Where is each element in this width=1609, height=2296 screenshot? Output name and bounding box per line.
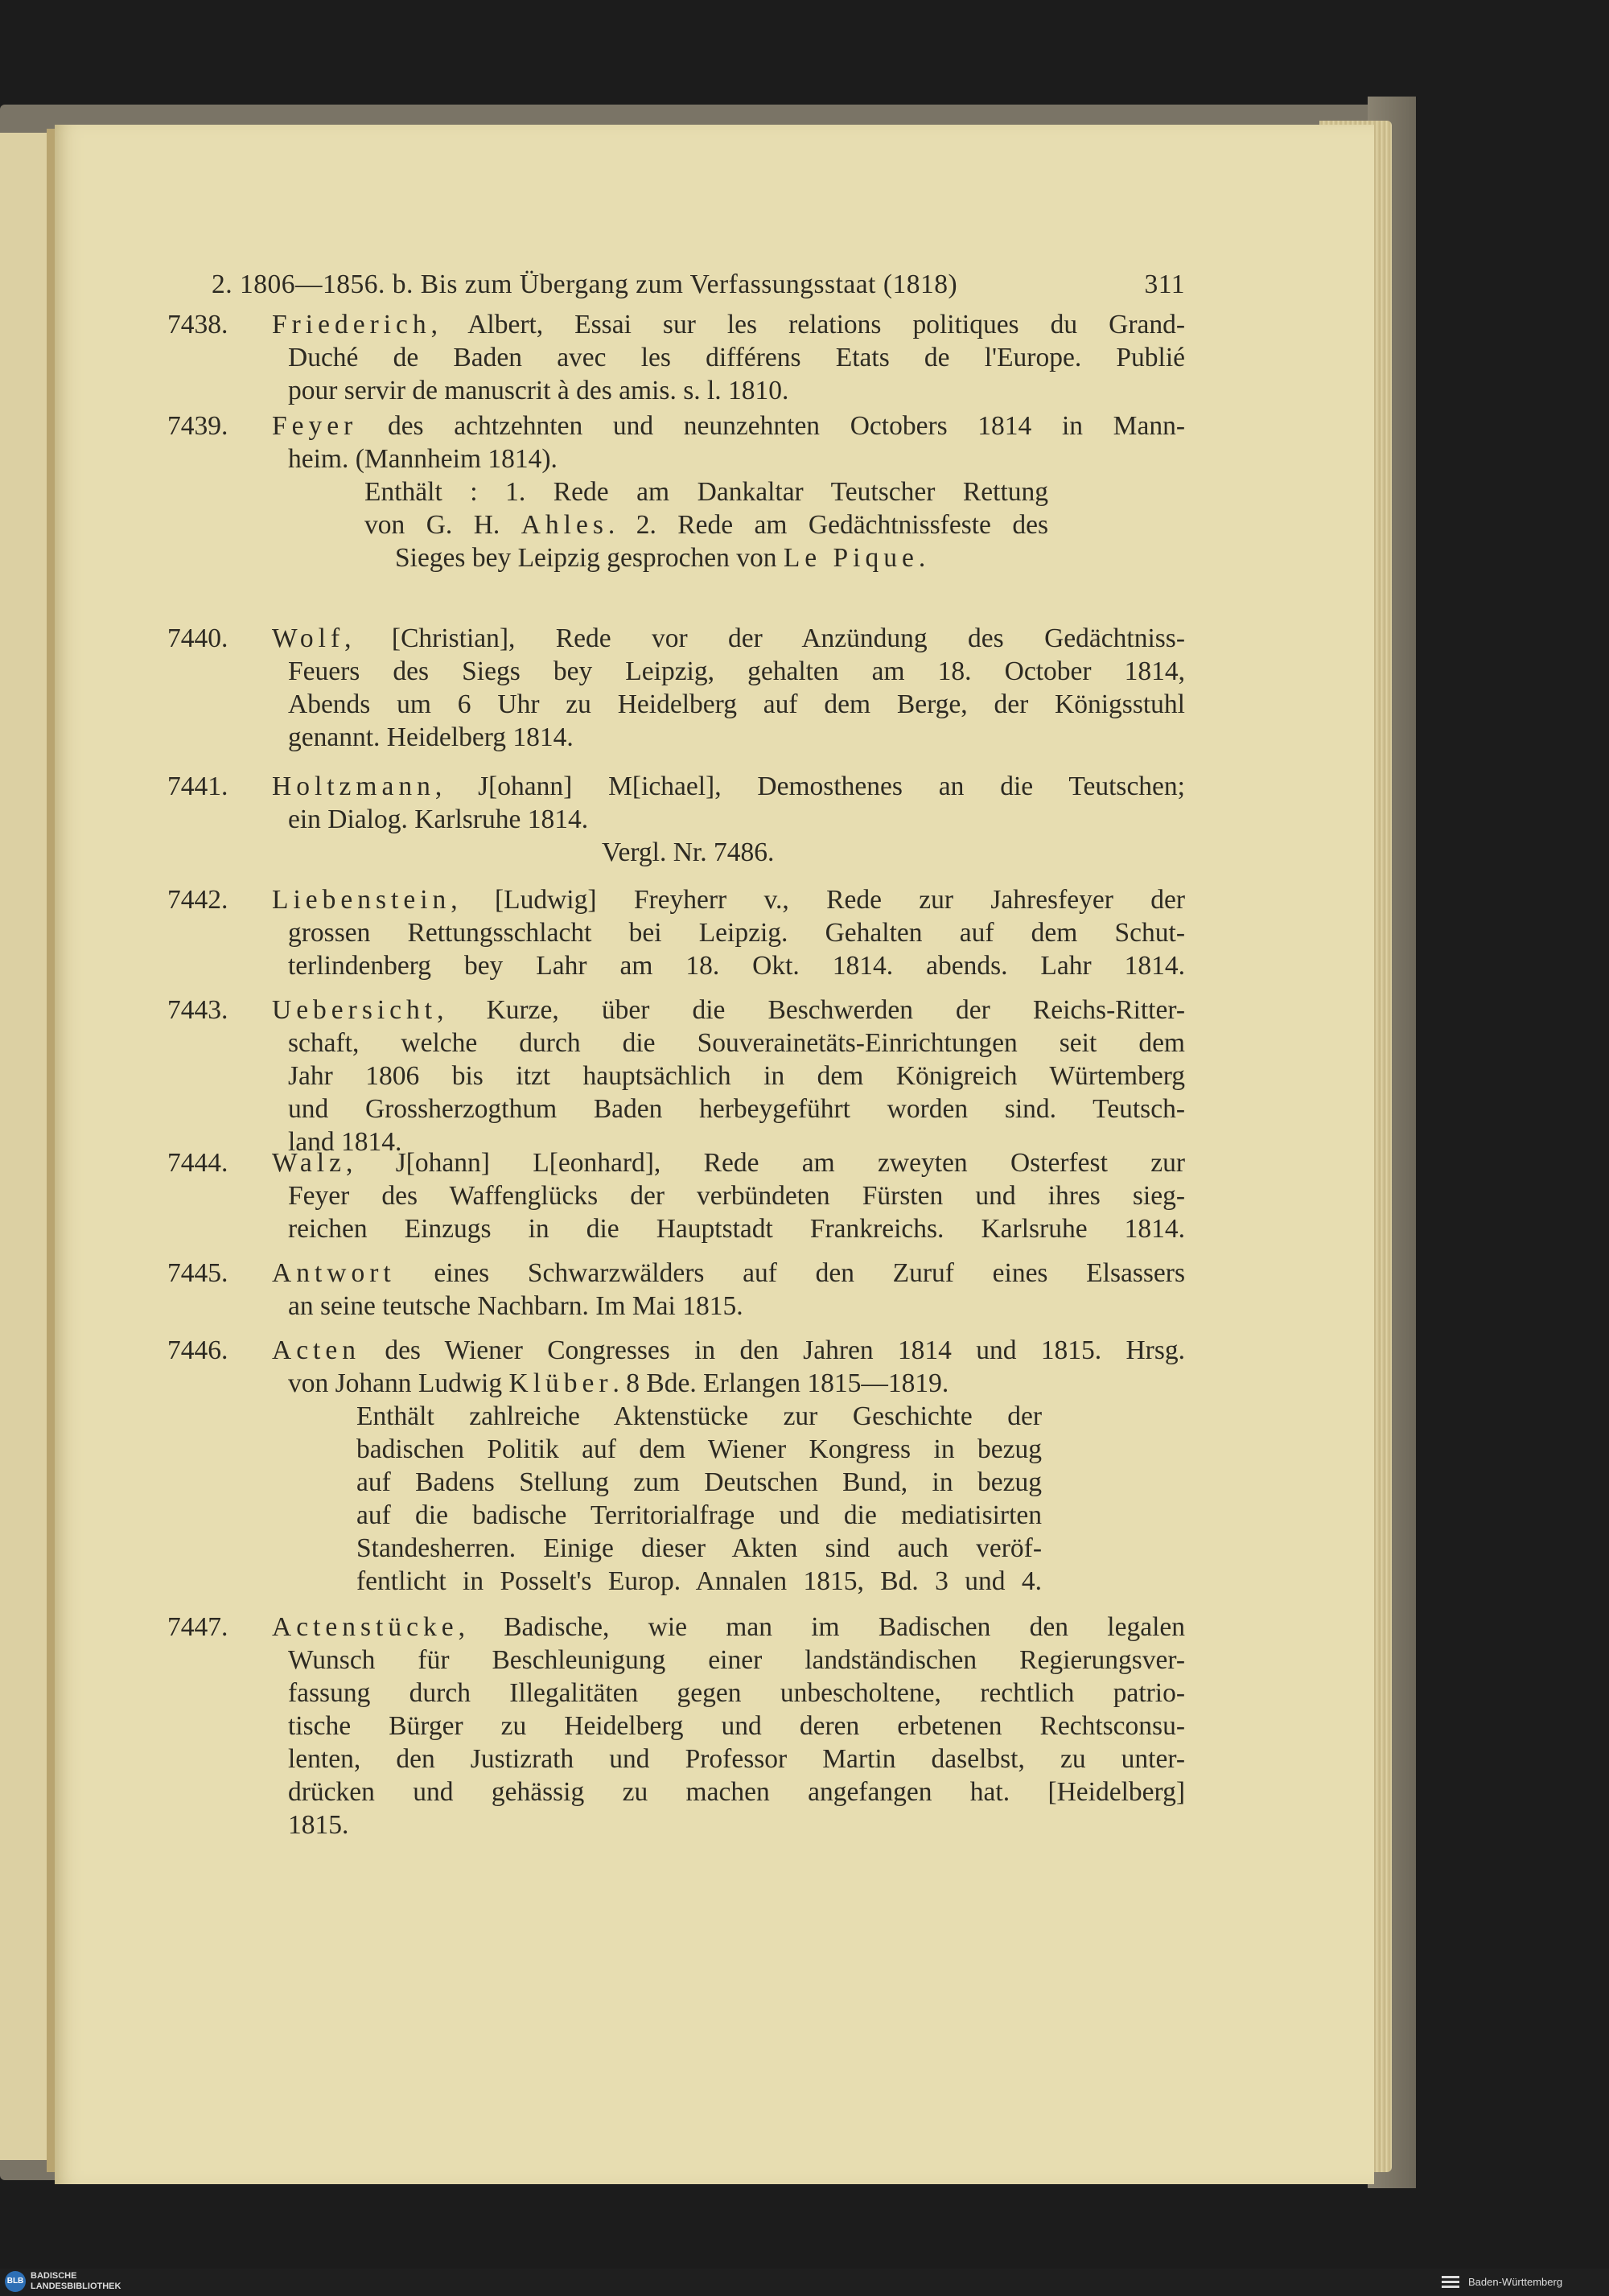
entry-number: 7438. xyxy=(167,310,228,339)
entry-line: terlindenberg bey Lahr am 18. Okt. 1814. abends. Lahr 1814. xyxy=(288,951,1185,981)
baden-wuerttemberg-lions-icon xyxy=(1440,2273,1461,2291)
entry-line: , [Christian], Rede vor der Anzündung des Gedächtniss- xyxy=(344,623,1185,653)
entry-7442 xyxy=(167,883,1185,982)
entry-line: Duché de Baden avec les différens Etats de l'Europe. Publié xyxy=(288,343,1185,372)
note-author: Ahles xyxy=(521,510,608,540)
entry-line: eines Schwarzwälders auf den Zuruf eines Elsassers xyxy=(395,1258,1185,1288)
entry-line: , J[ohann] L[eonhard], Rede am zweyten Osterfest zur xyxy=(345,1148,1185,1178)
note-line: Sieges bey Leipzig gesprochen von xyxy=(395,543,784,573)
running-header xyxy=(212,268,1185,301)
entry-author: Actenstücke xyxy=(272,1612,459,1642)
note-line: von G. H. xyxy=(364,510,521,540)
note-line: . 2. Rede am Gedächtnissfeste des xyxy=(607,510,1049,540)
page-content xyxy=(55,125,1374,2184)
entry-line: Jahr 1806 bis itzt hauptsächlich in dem Königreich Würtemberg xyxy=(288,1061,1185,1091)
note-line: auf Badens Stellung zum Deutschen Bund, in bezug xyxy=(356,1467,1042,1497)
entry-line: land 1814. xyxy=(288,1127,402,1157)
blb-logo-icon[interactable]: BLB xyxy=(5,2271,26,2292)
entry-7439 xyxy=(167,409,1185,574)
entry-line: , Kurze, über die Beschwerden der Reichs-Ritter- xyxy=(437,995,1185,1025)
entry-line: 1815. xyxy=(288,1810,349,1840)
blb-label-line2: LANDESBIBLIOTHEK xyxy=(31,2282,121,2291)
entry-number: 7439. xyxy=(167,411,228,441)
entry-7445 xyxy=(167,1257,1185,1323)
entry-line: Abends um 6 Uhr zu Heidelberg auf dem Berge, der Königsstuhl xyxy=(288,689,1185,719)
entry-line: Feuers des Siegs bey Leipzig, gehalten am 18. October 1814, xyxy=(288,656,1185,686)
entry-author: Holtzmann xyxy=(272,772,435,801)
baden-wuerttemberg-label[interactable]: Baden-Württemberg xyxy=(1468,2276,1563,2288)
entry-line: , Albert, Essai sur les relations politiques du Grand- xyxy=(430,310,1185,339)
entry-7446 xyxy=(167,1334,1185,1598)
entry-line: reichen Einzugs in die Hauptstadt Frankreichs. Karlsruhe 1814. xyxy=(288,1214,1185,1244)
entry-line: genannt. Heidelberg 1814. xyxy=(288,722,574,752)
blb-label[interactable] xyxy=(31,2271,121,2292)
entry-7438 xyxy=(167,308,1185,407)
entry-number: 7445. xyxy=(167,1258,228,1288)
entry-author: Antwort xyxy=(272,1258,396,1288)
entry-line: ein Dialog. Karlsruhe 1814. xyxy=(288,804,589,834)
note-line: . xyxy=(918,543,926,573)
previous-page-edge xyxy=(0,133,49,2160)
note-line: fentlicht in Posselt's Europ. Annalen 1815, Bd. 3 und 4. xyxy=(356,1566,1042,1596)
viewer-footer xyxy=(0,2269,1609,2296)
entry-line: heim. (Mannheim 1814). xyxy=(288,444,558,474)
note-author: Le Pique xyxy=(783,543,919,573)
entry-line: an seine teutsche Nachbarn. Im Mai 1815. xyxy=(288,1291,743,1321)
entry-number: 7444. xyxy=(167,1148,228,1178)
entry-line: des Wiener Congresses in den Jahren 1814 und 1815. Hrsg. xyxy=(360,1335,1185,1365)
entry-number: 7446. xyxy=(167,1335,228,1365)
entry-author: Feyer xyxy=(272,411,358,441)
entry-7447 xyxy=(167,1611,1185,1841)
entry-7441 xyxy=(167,770,1185,869)
entry-line: , Badische, wie man im Badischen den legalen xyxy=(458,1612,1185,1642)
entry-line: , [Ludwig] Freyherr v., Rede zur Jahresfeyer der xyxy=(451,885,1185,915)
entry-number: 7443. xyxy=(167,995,228,1025)
note-line: badischen Politik auf dem Wiener Kongress in bezug xyxy=(356,1434,1042,1464)
entry-line: fassung durch Illegalitäten gegen unbescholtene, rechtlich patrio- xyxy=(288,1678,1185,1708)
note-line: auf die badische Territorialfrage und die mediatisirten xyxy=(356,1500,1042,1530)
entry-number: 7447. xyxy=(167,1612,228,1642)
note-line: Enthält : 1. Rede am Dankaltar Teutscher Rettung xyxy=(364,477,1048,507)
header-title: 2. 1806—1856. b. Bis zum Übergang zum Verfassungsstaat (1818) xyxy=(212,270,958,299)
entry-line: und Grossherzogthum Baden herbeygeführt worden sind. Teutsch- xyxy=(288,1094,1185,1124)
entry-author: Wolf xyxy=(272,623,345,653)
entry-number: 7441. xyxy=(167,772,228,801)
entry-7444 xyxy=(167,1146,1185,1245)
entry-author: Liebenstein xyxy=(272,885,451,915)
entry-line: von Johann Ludwig xyxy=(288,1368,509,1398)
entry-7443 xyxy=(167,994,1185,1158)
entry-author: Friederich xyxy=(272,310,431,339)
entry-editor: Klüber xyxy=(508,1368,613,1398)
entry-line: Feyer des Waffenglücks der verbündeten Fürsten und ihres sieg- xyxy=(288,1181,1185,1211)
entry-author: Uebersicht xyxy=(272,995,438,1025)
entry-author: Acten xyxy=(272,1335,360,1365)
book-page xyxy=(55,125,1374,2184)
note-line: Enthält zahlreiche Aktenstücke zur Geschichte der xyxy=(356,1401,1042,1431)
note-line: Standesherren. Einige dieser Akten sind auch veröf- xyxy=(356,1533,1042,1563)
entry-line: , J[ohann] M[ichael], Demosthenes an die Teutschen; xyxy=(434,772,1185,801)
entry-number: 7440. xyxy=(167,623,228,653)
entry-line: drücken und gehässig zu machen angefangen hat. [Heidelberg] xyxy=(288,1777,1185,1807)
entry-author: Walz xyxy=(272,1148,346,1178)
blb-label-line1: BADISCHE xyxy=(31,2271,77,2281)
entry-number: 7442. xyxy=(167,885,228,915)
entry-line: des achtzehnten und neunzehnten Octobers 1814 in Mann- xyxy=(357,411,1185,441)
entry-line: schaft, welche durch die Souverainetäts-Einrichtungen seit dem xyxy=(288,1028,1185,1058)
entry-line: pour servir de manuscrit à des amis. s. l. 1810. xyxy=(288,376,789,405)
entry-line: grossen Rettungsschlacht bei Leipzig. Gehalten auf dem Schut- xyxy=(288,918,1185,948)
entry-7440 xyxy=(167,622,1185,754)
page-number: 311 xyxy=(1144,270,1185,299)
entry-line: lenten, den Justizrath und Professor Martin daselbst, zu unter- xyxy=(288,1744,1185,1774)
entry-line: . 8 Bde. Erlangen 1815—1819. xyxy=(612,1368,949,1398)
entry-line: tische Bürger zu Heidelberg und deren erbetenen Rechtsconsu- xyxy=(288,1711,1185,1741)
entry-line: Wunsch für Beschleunigung einer landständischen Regierungsver- xyxy=(288,1645,1185,1675)
cross-reference: Vergl. Nr. 7486. xyxy=(602,837,775,867)
